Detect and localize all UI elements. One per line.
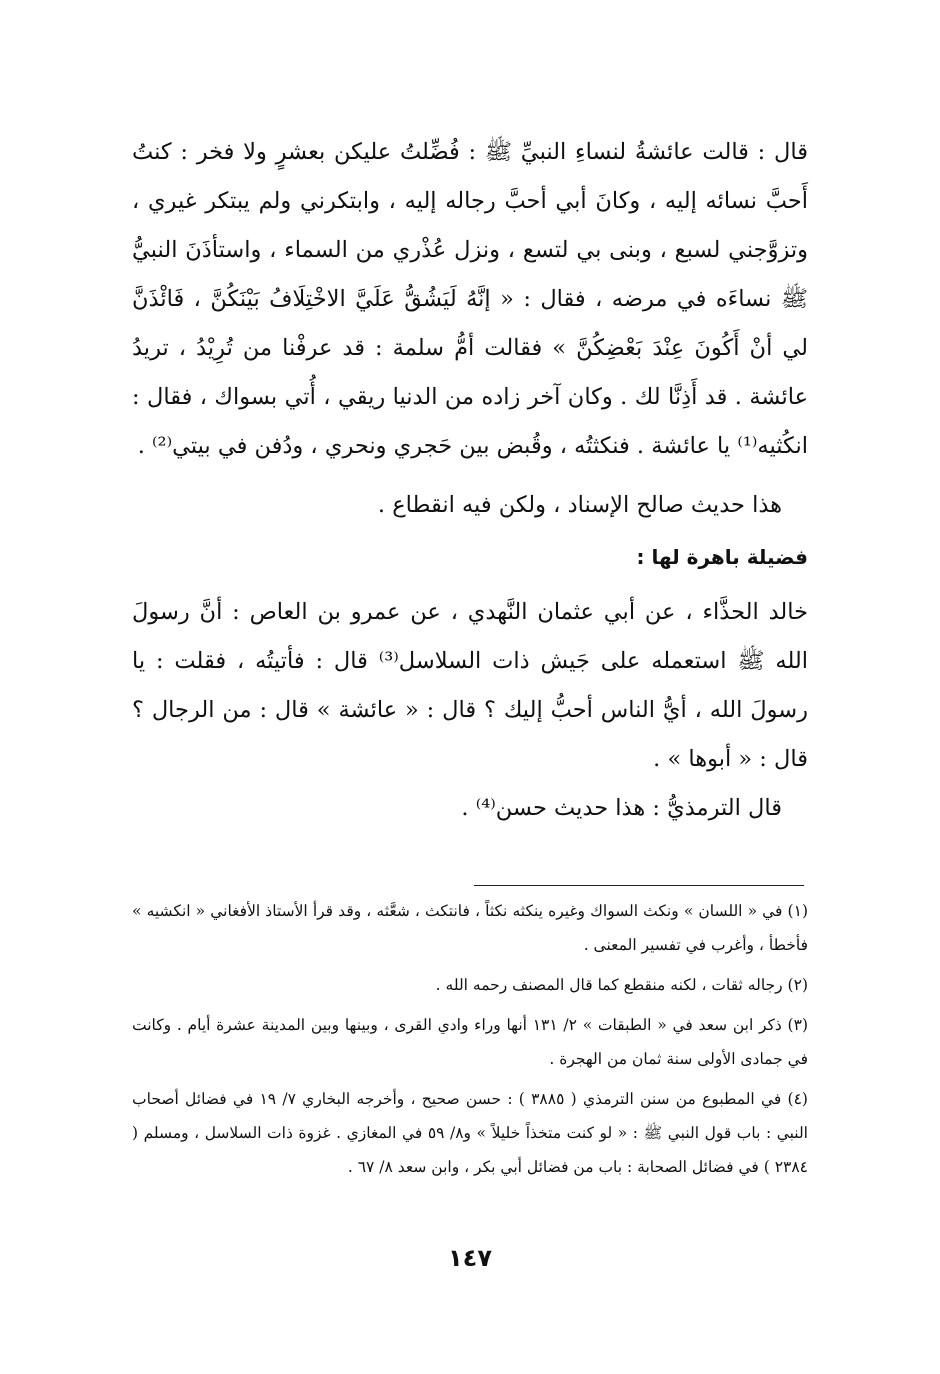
page-number: ١٤٧ [448, 1244, 492, 1272]
hadith-paragraph-amr-ibn-al-as: خالد الحذَّاء ، عن أبي عثمان النَّهدي ، عن عمرو بن العاص : أنَّ رسولَ الله ﷺ استعمله على جَيش ذات السلاسل⁽³⁾ قال : فأتيتُه ، فقلت : يا رسولَ الله ، أيُّ الناس أحبُّ إليك ؟ قال : « عائشة » قال : من الرجال ؟ قال : « أبوها » . [132, 599, 808, 772]
footnote-1: (١) في « اللسان » ونكث السواك وغيره ينكثه نكثاً ، فانتكث ، شعَّثه ، وقد قرأ الأستاذ الأفغاني « انكشيه » فأخطأ ، وأغرب في تفسير المعنى . [132, 902, 808, 954]
isnad-grading-note: هذا حديث صالح الإسناد ، ولكن فيه انقطاع . [377, 492, 782, 518]
footnote-2: (٢) رجاله ثقات ، لكنه منقطع كما قال المصنف رحمه الله . [435, 976, 808, 994]
hadith-paragraph-aisha-virtues: قال : قالت عائشةُ لنساءِ النبيِّ ﷺ : فُضِّلتُ عليكن بعشرٍ ولا فخر : كنتُ أَحبَّ نسائه إليه ، وكانَ أبي أحبَّ رجاله إليه ، وابتكرني ولم يبتكر غيري ، وتزوَّجني لسبع ، وبنى بي لتسع ، ونزل عُذْري من السماء ، واستأذَنَ النبيُّ ﷺ نساءَه في مرضه ، فقال : « إنَّهُ لَيَشُقُّ عَلَيَّ الاخْتِلَافُ بَيْنَكُنَّ ، فَائْذَنَّ لي أنْ أَكُونَ عِنْدَ بَعْضِكُنَّ » فقالت أمُّ سلمة : قد عرفْنا من تُرِيْدُ ، تريدُ عائشة . قد أَذِنَّا لك . وكان آخر زاده من الدنيا ريقي ، أُتي بسواك ، فقال : انكُثيه⁽¹⁾ يا عائشة . فنكثتُه ، وقُبض بين حَجري ونحري ، ودُفن في بيتي⁽²⁾ . [132, 139, 808, 459]
tirmidhi-grading-note: قال الترمذيُّ : هذا حديث حسن⁽⁴⁾ . [461, 795, 782, 821]
main-text [132, 128, 808, 833]
footnotes [132, 894, 808, 1190]
footnote-3: (٣) ذكر ابن سعد في « الطبقات » ٢/ ١٣١ أنها وراء وادي القرى ، وبينها وبين المدينة عشرة أيام . وكانت في جمادى الأولى سنة ثمان من الهجرة . [132, 1016, 808, 1068]
section-heading: فضيلة باهرة لها : [636, 545, 808, 569]
footnote-separator [474, 885, 804, 886]
footnote-4: (٤) في المطبوع من سنن الترمذي ( ٣٨٨٥ ) : حسن صحيح ، وأخرجه البخاري ٧/ ١٩ في فضائل أصحاب النبي : باب قول النبي ﷺ : « لو كنت متخذاً خليلاً » و٨/ ٥٩ في المغازي . غزوة ذات السلاسل ، ومسلم ( ٢٣٨٤ ) في فضائل الصحابة : باب من فضائل أبي بكر ، وابن سعد ٨/ ٦٧ . [132, 1090, 808, 1176]
